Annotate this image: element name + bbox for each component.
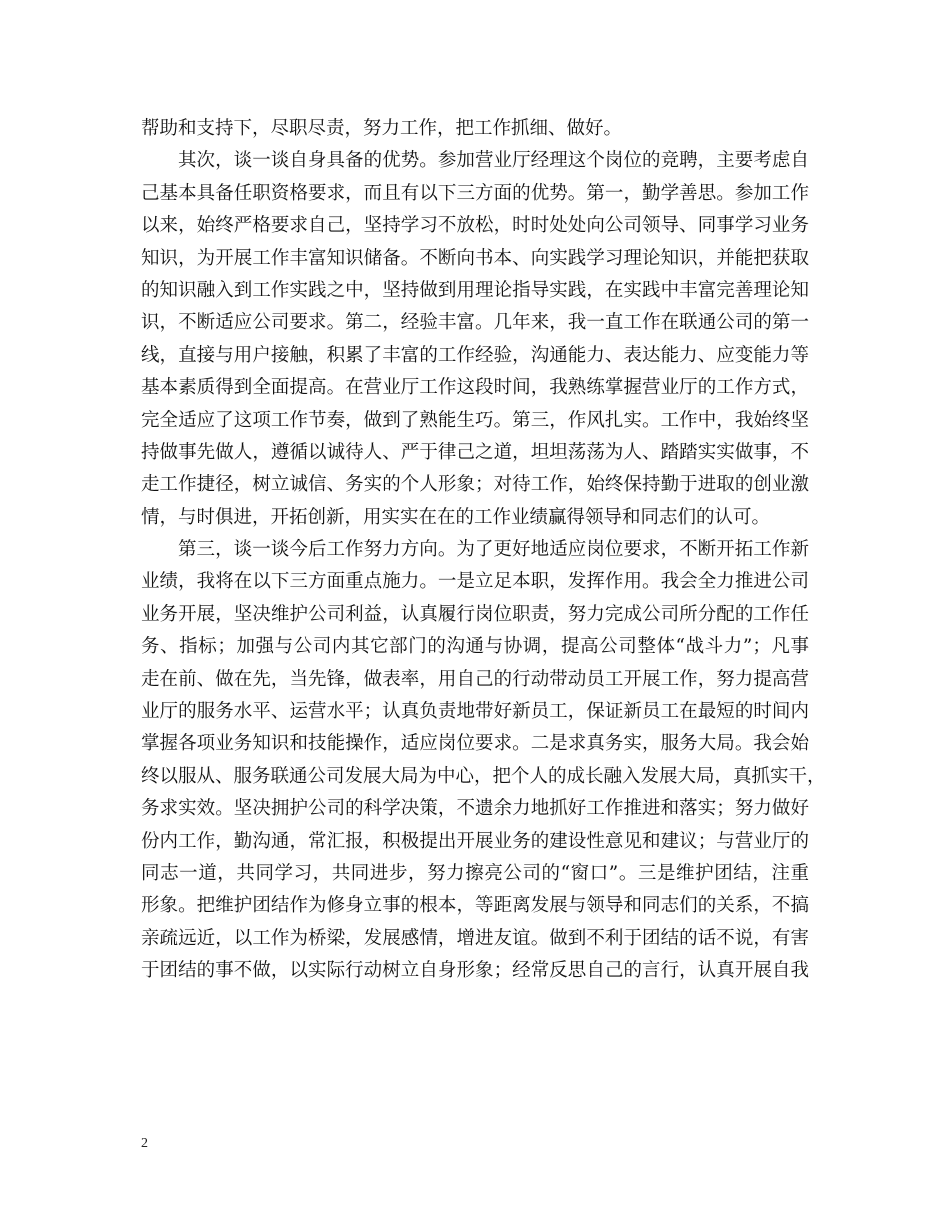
- text-line: 务求实效。坚决拥护公司的科学决策，不遗余力地抓好工作推进和落实；努力做好: [141, 798, 809, 820]
- text-line: 识，不断适应公司要求。第二，经验丰富。几年来，我一直工作在联通公司的第一: [141, 312, 809, 334]
- text-line: 亲疏远近，以工作为桥梁，发展感情，增进友谊。做到不利于团结的话不说，有害: [141, 927, 809, 949]
- text-line: 形象。把维护团结作为修身立事的根本，等距离发展与领导和同志们的关系，不搞: [141, 895, 809, 917]
- text-line: 线，直接与用户接触，积累了丰富的工作经验，沟通能力、表达能力、应变能力等: [141, 344, 809, 366]
- text-line: 持做事先做人，遵循以诚待人、严于律己之道，坦坦荡荡为人、踏踏实实做事，不: [141, 441, 809, 463]
- text-line: 掌握各项业务知识和技能操作，适应岗位要求。二是求真务实，服务大局。我会始: [141, 733, 809, 755]
- text-line: 情，与时俱进，开拓创新，用实实在在的工作业绩赢得领导和同志们的认可。: [141, 506, 771, 528]
- text-line: 走工作捷径，树立诚信、务实的个人形象；对待工作，始终保持勤于进取的创业激: [141, 474, 809, 496]
- body-text: [141, 113, 826, 988]
- text-line: 帮助和支持下，尽职尽责，努力工作，把工作抓细、做好。: [141, 118, 623, 139]
- text-line: 己基本具备任职资格要求，而且有以下三方面的优势。第一，勤学善思。参加工作: [141, 182, 809, 204]
- text-line: 份内工作，勤沟通，常汇报，积极提出开展业务的建设性意见和建议；与营业厅的: [141, 830, 809, 852]
- text-line: 以来，始终严格要求自己，坚持学习不放松，时时处处向公司领导、同事学习业务: [141, 215, 809, 237]
- text-line: 完全适应了这项工作节奏，做到了熟能生巧。第三，作风扎实。工作中，我始终坚: [141, 409, 809, 431]
- page-number: 2: [141, 1136, 148, 1151]
- text-line: 其次，谈一谈自身具备的优势。参加营业厅经理这个岗位的竞聘，主要考虑自: [178, 150, 809, 172]
- text-line: 的知识融入到工作实践之中，坚持做到用理论指导实践，在实践中丰富完善理论知: [141, 279, 809, 301]
- text-line: 务、指标；加强与公司内其它部门的沟通与协调，提高公司整体“战斗力”；凡事: [141, 636, 809, 658]
- text-line: 第三，谈一谈今后工作努力方向。为了更好地适应岗位要求，不断开拓工作新: [178, 539, 809, 561]
- text-line: 业厅的服务水平、运营水平；认真负责地带好新员工，保证新员工在最短的时间内: [141, 701, 809, 723]
- text-line: 走在前、做在先，当先锋，做表率，用自己的行动带动员工开展工作，努力提高营: [141, 668, 809, 690]
- text-line: 于团结的事不做，以实际行动树立自身形象；经常反思自己的言行，认真开展自我: [141, 960, 809, 982]
- text-line: 知识，为开展工作丰富知识储备。不断向书本、向实践学习理论知识，并能把获取: [141, 247, 809, 269]
- text-line: 同志一道，共同学习，共同进步，努力擦亮公司的“窗口”。三是维护团结，注重: [141, 862, 809, 884]
- text-line: 业绩，我将在以下三方面重点施力。一是立足本职，发挥作用。我会全力推进公司: [141, 571, 809, 593]
- text-line: 业务开展，坚决维护公司利益，认真履行岗位职责，努力完成公司所分配的工作任: [141, 603, 809, 625]
- text-line: 基本素质得到全面提高。在营业厅工作这段时间，我熟练掌握营业厅的工作方式，: [141, 377, 809, 399]
- text-line: 终以服从、服务联通公司发展大局为中心，把个人的成长融入发展大局，真抓实干，: [141, 765, 826, 787]
